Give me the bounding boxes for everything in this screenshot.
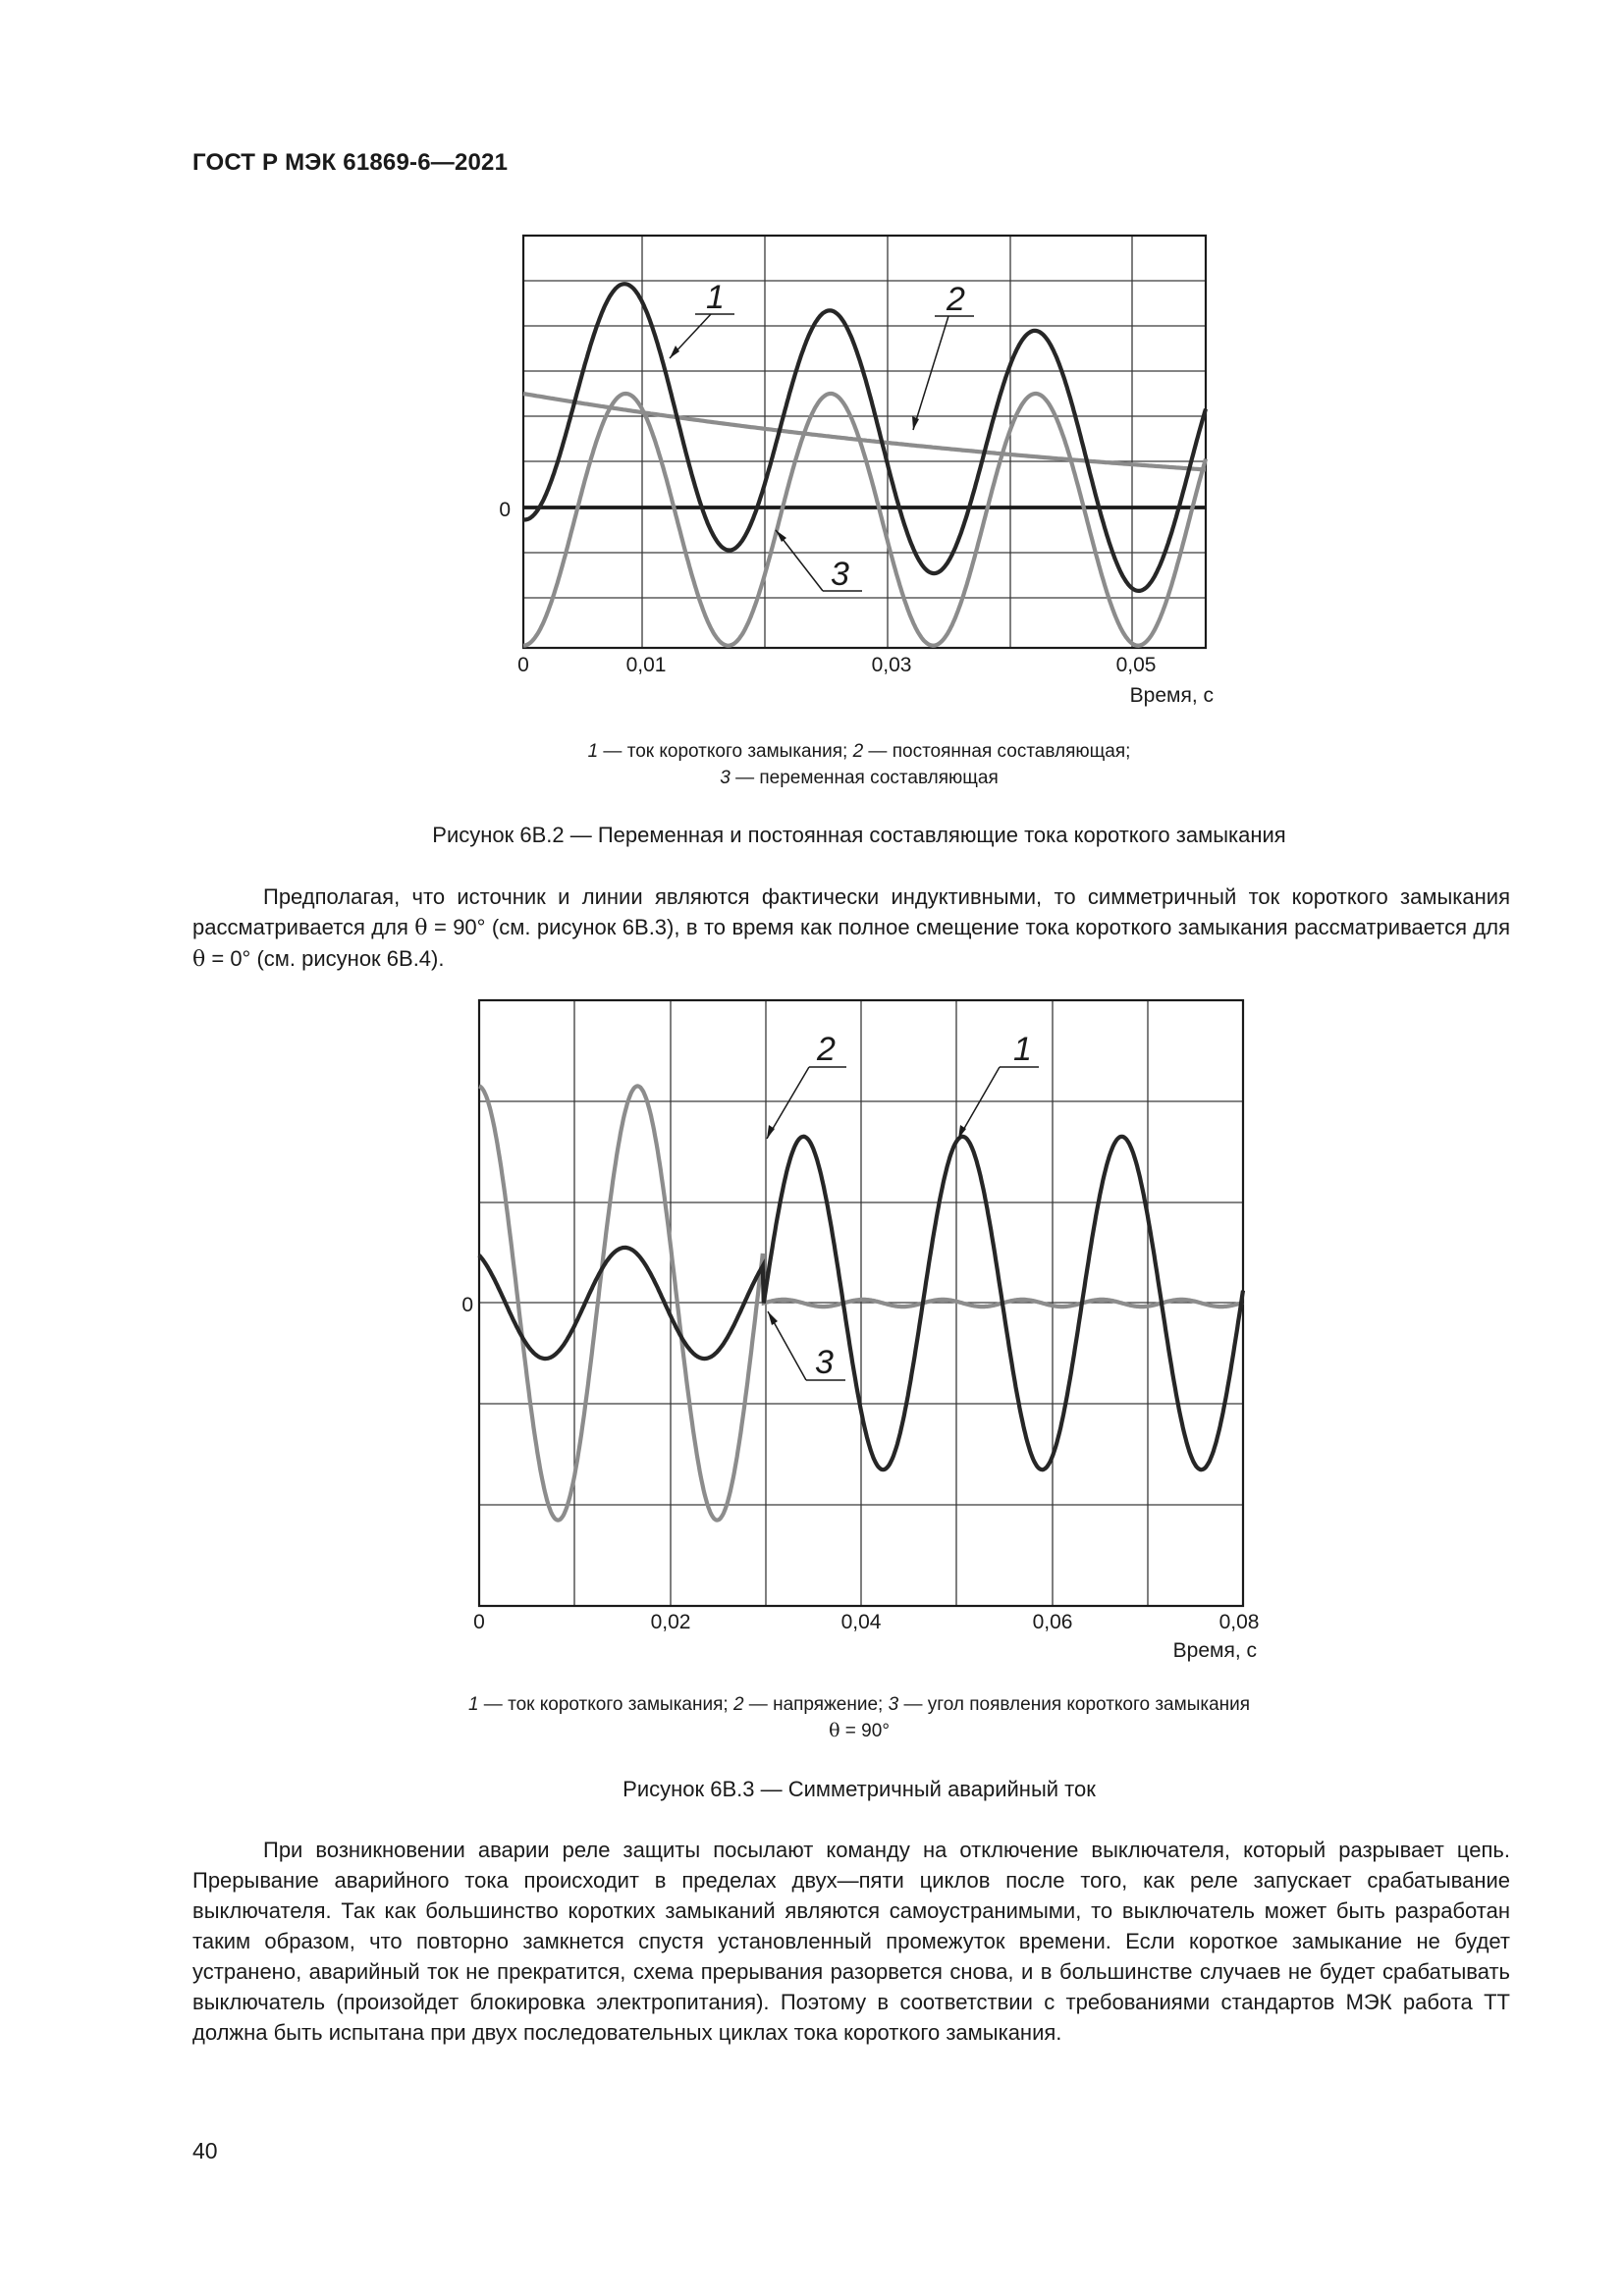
figure2-x-tick-004: 0,04 bbox=[840, 1611, 882, 1633]
figure1-callout-1-label: 1 bbox=[706, 279, 725, 316]
figure1-legend-text-3: — переменная составляющая bbox=[730, 768, 999, 788]
figure2-chart bbox=[0, 982, 1624, 1669]
figure2-callout-2-label: 2 bbox=[817, 1031, 836, 1068]
figure1-legend-text-1: — ток короткого замыкания; bbox=[598, 741, 853, 762]
figure2-legend-text-2: — напряжение; bbox=[743, 1694, 889, 1715]
figure2-callout-3 bbox=[768, 1311, 845, 1381]
figure1-chart bbox=[0, 0, 1624, 805]
paragraph-1-part-1: Предполагая, что источник и линии являются фактически индуктивными, то симметричный ток короткого замыкания рассматривается для bbox=[192, 884, 1510, 939]
figure1-legend-num-2: 2 bbox=[852, 741, 864, 762]
paragraph-1-part-2: = 90° (см. рисунок 6В.3), в то время как полное смещение тока короткого замыкания рассматривается для bbox=[427, 915, 1510, 939]
figure1-series-1 bbox=[523, 284, 1206, 591]
figure2-x-tick-006: 0,06 bbox=[1032, 1611, 1073, 1633]
figure1-legend-line-1 bbox=[295, 738, 1424, 765]
figure1-legend bbox=[295, 738, 1424, 791]
figure2-legend bbox=[295, 1691, 1424, 1744]
figure1-x-tick-001: 0,01 bbox=[625, 654, 667, 676]
theta-symbol: θ bbox=[414, 916, 428, 940]
figure2-legend-num-3: 3 bbox=[888, 1694, 899, 1715]
paragraph-1 bbox=[192, 881, 1510, 975]
figure1-x-tick-003: 0,03 bbox=[871, 654, 912, 676]
paragraph-2: При возникновении аварии реле защиты посылают команду на отключение выключателя, который разрывает цепь. Прерывание аварийного тока происходит в пределах двух—пяти циклов после того, как реле запускает срабатывание выключателя. Так как большинство коротких замыканий являются самоустранимыми, то выключатель может быть разработан таким образом, что повторно замкнется спустя установленный промежуток времени. Если короткое замыкание не будет устранено, аварийный ток не прекратится, схема прерывания разорвется снова, и в большинстве случаев не будет срабатывать выключатель (произойдет блокировка электропитания). Поэтому в соответствии с требованиями стандартов МЭК работа ТТ должна быть испытана при двух последовательных циклах тока короткого замыкания. bbox=[192, 1838, 1510, 2045]
document-header: ГОСТ Р МЭК 61869-6—2021 bbox=[192, 149, 509, 176]
figure2-callout-2 bbox=[767, 1031, 846, 1139]
paragraph-1-part-3: = 0° (см. рисунок 6В.4). bbox=[205, 946, 445, 971]
figure1-x-tick-005: 0,05 bbox=[1115, 654, 1157, 676]
theta-symbol: θ bbox=[829, 1720, 840, 1741]
figure2-legend-text-3: — угол появления короткого замыкания bbox=[898, 1694, 1251, 1715]
figure2-legend-theta-value: = 90° bbox=[839, 1721, 890, 1741]
figure1-legend-text-2: — постоянная составляющая; bbox=[863, 741, 1131, 762]
figure1-callout-3-label: 3 bbox=[831, 556, 849, 593]
figure2-callout-1 bbox=[958, 1031, 1039, 1139]
figure2-legend-line-1 bbox=[295, 1691, 1424, 1718]
figure2-legend-text-1: — ток короткого замыкания; bbox=[478, 1694, 733, 1715]
figure1-callout-1 bbox=[670, 279, 734, 358]
figure1-y-zero-label: 0 bbox=[499, 499, 511, 521]
figure2-callout-1-label: 1 bbox=[1013, 1031, 1032, 1068]
figure2-caption: Рисунок 6В.3 — Симметричный аварийный ток bbox=[623, 1777, 1096, 1801]
figure1-callout-2-label: 2 bbox=[947, 281, 965, 318]
figure1-callout-2 bbox=[912, 281, 974, 430]
page-number: 40 bbox=[192, 2138, 218, 2163]
figure2-callout-3-label: 3 bbox=[815, 1344, 834, 1381]
figure1-x-axis-title: Время, с bbox=[1129, 684, 1214, 707]
figure2-x-tick-002: 0,02 bbox=[650, 1611, 691, 1633]
figure2-legend-num-2: 2 bbox=[732, 1694, 744, 1715]
figure1-caption: Рисунок 6В.2 — Переменная и постоянная составляющие тока короткого замыкания bbox=[432, 823, 1286, 847]
figure2-legend-num-1: 1 bbox=[467, 1694, 479, 1715]
figure1-legend-line-2 bbox=[295, 765, 1424, 791]
figure1-legend-num-1: 1 bbox=[587, 741, 599, 762]
figure2-y-zero-label: 0 bbox=[461, 1294, 473, 1316]
figure1-legend-num-3: 3 bbox=[720, 768, 731, 788]
figure2-legend-line-2 bbox=[295, 1718, 1424, 1744]
figure2-x-axis-title: Время, с bbox=[1172, 1639, 1257, 1662]
figure1-x-tick-0: 0 bbox=[517, 654, 529, 676]
theta-symbol: θ bbox=[192, 947, 206, 972]
figure2-x-tick-008: 0,08 bbox=[1218, 1611, 1260, 1633]
figure1-callout-3 bbox=[776, 530, 862, 593]
figure2-x-tick-0: 0 bbox=[473, 1611, 485, 1633]
